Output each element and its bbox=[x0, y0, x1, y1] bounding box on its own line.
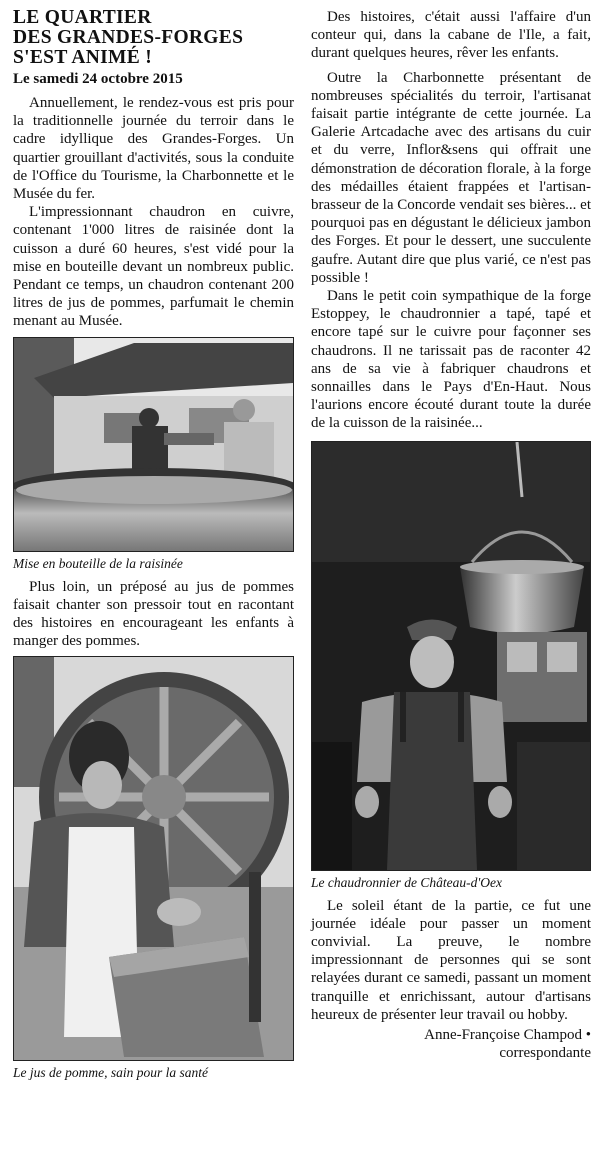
left-column bbox=[13, 0, 294, 1087]
title-line-2: DES GRANDES-FORGES bbox=[13, 27, 244, 48]
photo-cauldron-bottling bbox=[13, 337, 294, 552]
title-line-1: LE QUARTIER bbox=[13, 7, 152, 28]
paragraph-2: L'impressionnant chaudron en cuivre, contenant 1'000 litres de raisinée dont la cuisson a duré 60 heures, s'est vidé pour la mise en bouteille devant un nombreux public. Pendant ce temps, un chaudron contenant 200 litres de jus de pommes, parfumait le chemin menant au Musée. bbox=[13, 204, 294, 330]
author-signature bbox=[311, 1026, 591, 1062]
caption-1: Mise en bouteille de la raisinée bbox=[13, 555, 183, 571]
paragraph-4: Des histoires, c'était aussi l'affaire d'un conteur qui, dans la cabane de l'Ile, a fait, durant quelques heures, rêver les enfants. bbox=[311, 9, 591, 62]
paragraph-1: Annuellement, le rendez-vous est pris pour la traditionnelle journée du terroir dans le cadre idyllique des Grandes-Forges. Un quartier grouillant d'activités, sous la conduite de l'Office du Tourisme, la Charbonnette et le Musée du fer. bbox=[13, 95, 294, 203]
caption-2: Le jus de pomme, sain pour la santé bbox=[13, 1065, 208, 1081]
paragraph-7: Le soleil étant de la partie, ce fut une journée idéale pour passer un moment convivial. La preuve, le nombre impressionnant de personnes qui se sont relayées durant ce samedi, passant un moment tranquille et enrichissant, autour d'artisans heureux de présenter leur travail ou hobby. bbox=[311, 897, 591, 1023]
paragraph-6: Dans le petit coin sympathique de la forge Estoppey, le chaudronnier a tapé, tapé et encore tapé sur le cuivre pour façonner ses chaudrons. Il ne tarissait pas de raconter 42 ans de sa vie à fabriquer chaudrons et sonnailles dans le Pays d'En-Haut. Nous l'aurions encore écouté durant toute la durée de la cuisson de la raisinée... bbox=[311, 288, 591, 432]
photo-coppersmith bbox=[311, 441, 591, 871]
author-name: Anne-Françoise Champod • bbox=[424, 1027, 591, 1044]
article-title bbox=[13, 8, 294, 68]
article-date: Le samedi 24 octobre 2015 bbox=[13, 71, 183, 87]
paragraph-3: Plus loin, un préposé au jus de pommes faisait chanter son pressoir tout en racontant des histoires en encourageant les enfants à manger des pommes. bbox=[13, 578, 294, 650]
author-role: correspondante bbox=[499, 1045, 591, 1062]
title-line-3: S'EST ANIMÉ ! bbox=[13, 47, 153, 68]
right-column bbox=[311, 0, 591, 1062]
paragraph-5: Outre la Charbonnette présentant de nombreuses spécialités du terroir, l'artisanat faisait partie intégrante de cette journée. La Galerie Artcadache avec des artisans du cuir et du verre, Inflor&sens qui offrait une démonstration de décoration florale, à la forge des médailles étaient frappées et l'artisan-brasseur de la Concorde vendait ses bières... et pourquoi pas en dégustant le délicieux jambon des Forges. Et pour le dessert, une succulente gaufre. Autant dire que plus varié, ce n'est pas possible ! bbox=[311, 69, 591, 286]
caption-3: Le chaudronnier de Château-d'Oex bbox=[311, 874, 502, 890]
photo-apple-press bbox=[13, 656, 294, 1061]
